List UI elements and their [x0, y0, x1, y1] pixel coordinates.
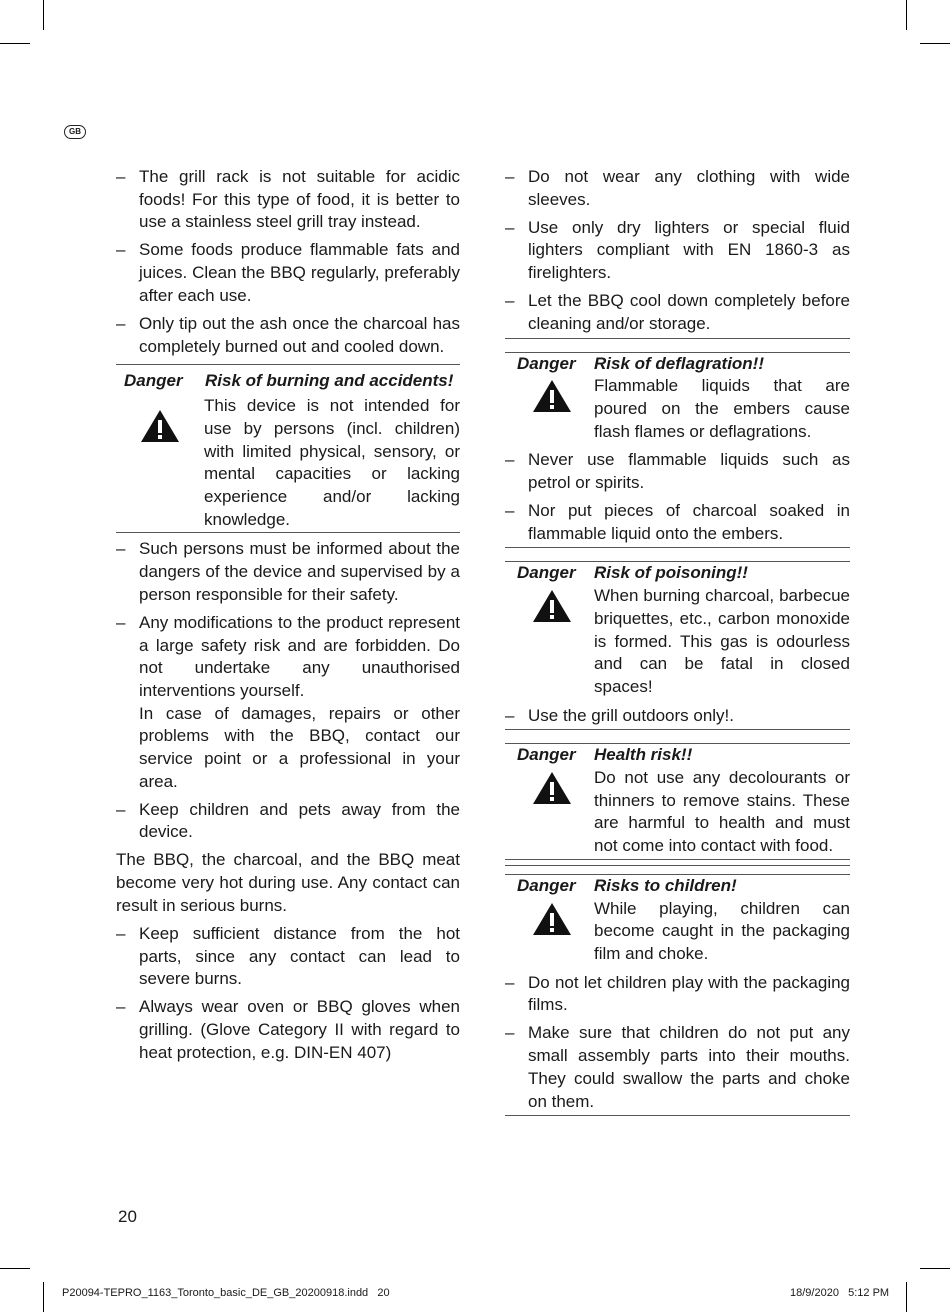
dash: –	[116, 539, 126, 559]
item-text: Such persons must be informed about the dangers of the device and supervised by a person responsible for their safety.	[139, 539, 460, 604]
item-text: Use the grill outdoors only!.	[528, 705, 734, 725]
divider	[505, 865, 850, 874]
dash: –	[505, 167, 515, 186]
left-column	[116, 166, 460, 1070]
danger-title: Risk of burning and accidents!	[205, 370, 454, 390]
crop-mark	[0, 43, 30, 44]
dash: –	[116, 997, 126, 1017]
dash: –	[116, 240, 126, 260]
crop-mark	[920, 43, 950, 44]
danger-notice	[505, 561, 850, 699]
list-item	[116, 923, 460, 991]
dash: –	[116, 167, 126, 186]
crop-mark	[43, 0, 44, 30]
dash: –	[505, 450, 515, 470]
list-item	[505, 166, 850, 211]
danger-body	[505, 375, 850, 443]
item-text: Never use flammable liquids such as petrol or spirits.	[528, 450, 850, 493]
list-item	[505, 217, 850, 285]
dash: –	[505, 1023, 515, 1043]
danger-label: Danger	[517, 875, 576, 895]
list-item	[116, 538, 460, 606]
dash: –	[505, 291, 515, 311]
page-number: 20	[118, 1207, 137, 1226]
item-text: Do not wear any clothing with wide sleeves.	[528, 167, 850, 209]
danger-header	[116, 370, 460, 393]
danger-title: Risk of deflagration!!	[594, 353, 765, 373]
danger-text: When burning charcoal, barbecue briquettes, etc., carbon monoxide is formed. This gas is odourless and can be fatal in closed spaces!	[594, 586, 850, 696]
danger-title: Risk of poisoning!!	[594, 563, 748, 583]
danger-header	[505, 744, 850, 767]
item-text: The grill rack is not suitable for acidic foods! For this type of food, it is better to use a stainless steel grill tray instead.	[139, 167, 460, 232]
crop-mark	[0, 1268, 30, 1269]
danger-text: Do not use any decolourants or thinners to remove stains. These are harmful to health and must not come into contact with food.	[594, 768, 850, 856]
item-text: Some foods produce flammable fats and juices. Clean the BBQ regularly, preferably after each use.	[139, 240, 460, 305]
list-item	[505, 500, 850, 545]
danger-text: This device is not intended for use by persons (incl. children) with limited physical, sensory, or mental capacities or lacking experience and/or lacking knowledge.	[204, 396, 460, 529]
item-text: Nor put pieces of charcoal soaked in flammable liquid onto the embers.	[528, 501, 850, 543]
danger-body	[505, 585, 850, 699]
item-extra-text: In case of damages, repairs or other problems with the BBQ, contact our service point or a professional in your area.	[139, 703, 460, 791]
danger-notice	[505, 352, 850, 445]
dash: –	[505, 501, 515, 521]
dash: –	[505, 217, 515, 237]
item-text: Make sure that children do not put any small assembly parts into their mouths. They could swallow the parts and choke on them.	[528, 1023, 850, 1111]
list-item	[505, 972, 850, 1017]
warning-icon	[532, 589, 572, 623]
danger-label: Danger	[124, 370, 183, 390]
list-item	[505, 1022, 850, 1113]
crop-mark	[906, 1282, 907, 1312]
item-text: Any modifications to the product represent a large safety risk and are forbidden. Do not undertake any unauthorised interventions yourself.	[139, 612, 460, 700]
divider	[505, 338, 850, 352]
danger-text: Flammable liquids that are poured on the embers cause flash flames or deflagrations.	[594, 376, 850, 441]
list-item	[116, 313, 460, 358]
danger-label: Danger	[517, 353, 576, 373]
divider	[505, 729, 850, 743]
danger-body	[116, 395, 460, 531]
list-item	[116, 996, 460, 1064]
list-item	[116, 166, 460, 234]
danger-label: Danger	[517, 745, 576, 765]
language-badge: GB	[64, 125, 86, 139]
list-item	[505, 705, 850, 728]
list-item	[116, 612, 460, 794]
danger-header	[505, 353, 850, 376]
danger-label: Danger	[517, 563, 576, 583]
item-text: Do not let children play with the packaging films.	[528, 972, 850, 1015]
item-text: Let the BBQ cool down completely before cleaning and/or storage.	[528, 291, 850, 333]
danger-notice	[505, 874, 850, 967]
danger-notice	[505, 743, 850, 860]
list-item	[116, 239, 460, 307]
item-text: Always wear oven or BBQ gloves when grilling. (Glove Category II with regard to heat protection, e.g. DIN-EN 407)	[139, 997, 460, 1062]
dash: –	[116, 923, 126, 943]
footer-filename: P20094-TEPRO_1163_Toronto_basic_DE_GB_20200918.indd 20	[62, 1287, 390, 1299]
list-item	[505, 449, 850, 494]
danger-notice	[116, 364, 460, 534]
warning-icon	[532, 771, 572, 805]
danger-text: While playing, children can become caught in the packaging film and choke.	[594, 898, 850, 963]
list-item	[505, 290, 850, 335]
crop-mark	[43, 1282, 44, 1312]
danger-title: Risks to children!	[594, 875, 737, 895]
right-column	[505, 166, 850, 1116]
crop-mark	[906, 0, 907, 30]
paragraph: The BBQ, the charcoal, and the BBQ meat become very hot during use. Any contact can result in serious burns.	[116, 850, 460, 915]
item-text: Use only dry lighters or special fluid lighters compliant with EN 1860-3 as firelighters.	[528, 217, 850, 283]
danger-title: Health risk!!	[594, 745, 693, 765]
danger-body	[505, 767, 850, 858]
danger-header	[505, 562, 850, 585]
item-text: Keep children and pets away from the device.	[139, 799, 460, 842]
dash: –	[505, 705, 515, 725]
warning-icon	[532, 379, 572, 413]
warning-icon	[140, 409, 180, 443]
danger-header	[505, 875, 850, 898]
crop-mark	[920, 1268, 950, 1269]
warning-icon	[532, 902, 572, 936]
item-text: Keep sufficient distance from the hot parts, since any contact can lead to severe burns.	[139, 923, 460, 989]
danger-body	[505, 898, 850, 966]
dash: –	[116, 799, 126, 819]
footer-date: 18/9/2020 5:12 PM	[790, 1287, 890, 1299]
dash: –	[116, 313, 126, 333]
dash: –	[116, 612, 126, 632]
dash: –	[505, 972, 515, 992]
item-text: Only tip out the ash once the charcoal has completely burned out and cooled down.	[139, 313, 460, 356]
list-item	[116, 799, 460, 844]
divider	[505, 1115, 850, 1116]
divider	[505, 547, 850, 561]
